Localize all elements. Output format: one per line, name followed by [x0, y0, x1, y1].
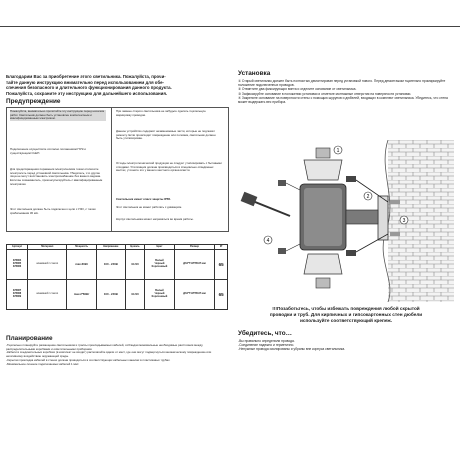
list-item: -Тщательно планируйте размещение светильников и трассы прокладываемых кабелей, соблюдая минимальные необходимые расстояния между распределительными коробками и осветительными приборами.: [6, 343, 203, 351]
spec-cell-colors: [145, 279, 175, 309]
intro-line: тайте данную инструкцию внимательно перед использованием для обе-: [6, 79, 165, 85]
screw-icon: [346, 176, 356, 182]
ensure-list: [238, 339, 454, 352]
spec-cell-power: max.2*60Вт: [67, 279, 96, 309]
spec-cell-voltage: 100 - 240В: [96, 249, 125, 279]
wall-surface: [388, 140, 454, 302]
callout-label: 2: [366, 194, 370, 200]
intro-text: [6, 74, 230, 96]
warning-paragraph: Корпус светильника может нагреваться во время работы.: [116, 217, 194, 221]
installation-step: ③ Зафиксируйте основание в положении установки и отметьте монтажные отверстия на поверхности установки.: [238, 91, 412, 96]
spec-cell-power: max.60Вт: [67, 249, 96, 279]
dowel-icon: [390, 232, 400, 236]
spec-cell-colors: [145, 249, 175, 279]
warning-paragraph: Подключение осуществите согласно положениям ПУЭ и существующим СНиП.: [10, 147, 86, 155]
warning-right-box: [112, 107, 229, 232]
installation-title: Установка: [238, 70, 271, 77]
spec-header: Артикул: [7, 245, 28, 250]
warning-paragraph: Отходы электротехнической продукции не следует утилизировать с бытовыми отходами. Утилизация должна производиться в специально отведённых местах, уточните это у вашего местного органа власти.: [116, 161, 222, 173]
spec-header: Размер: [174, 245, 214, 250]
list-item: -Ненужные провода изолированы и убраны вне корпуса светильника.: [238, 347, 346, 352]
dowel-icon: [390, 200, 400, 204]
list-item: -Скрытая прокладка кабелей в стенах должна проводиться в соответствующих кабельных каналах в пластиковых трубах.: [6, 357, 171, 362]
color-name: Белый: [155, 259, 164, 263]
article-number: 378088: [12, 291, 22, 295]
part-icon: [278, 248, 286, 254]
bulb-icon: [316, 278, 330, 288]
part-icon: [278, 180, 286, 186]
color-name: Черный: [154, 261, 165, 265]
notice-line: проводки и труб. Для кирпичных и гипсокартонных стен дюбели: [269, 312, 423, 318]
intro-line: Благодарим Вас за приобретение этого светильника. Пожалуйста, прочи-: [6, 74, 166, 79]
spec-header: Цвет: [145, 245, 175, 250]
warning-paragraph: Пожалуйста, внимательно прочитайте эту инструкцию перед началом работ. Светильник должен быть установлен компетентным и квалифицированным электриком.: [10, 109, 105, 121]
spec-cell-size: Д64*Т115*В165 мм: [174, 279, 214, 309]
list-item: -Вы правильно определили провода.: [238, 339, 295, 343]
callout-label: 3: [402, 218, 406, 224]
color-name: Коричневый: [151, 294, 168, 298]
lamp-arm: [346, 210, 378, 224]
spec-cell-ip: 65: [215, 249, 228, 279]
spec-header: Напряжение: [96, 245, 125, 250]
notice-text: [238, 306, 454, 324]
article-number: 378086: [12, 264, 22, 268]
warning-title: Предупреждение: [6, 98, 61, 105]
notice-line: используйте соответствующий крепеж.: [299, 318, 393, 324]
article-number: 378089: [12, 294, 22, 298]
warning-paragraph: Этот светильник должен быть подключен к цепи с УЗО, с током срабатывания 30 мА.: [10, 207, 96, 215]
spec-header: IP: [215, 245, 228, 250]
installation-step: ② Отвинтите два фиксирующих винта и отделите основание от светильника.: [238, 87, 357, 92]
color-name: Черный: [154, 291, 165, 295]
list-item: -Минимальное сечение подключаемых кабелей 1 мм².: [6, 361, 80, 366]
table-row: [7, 279, 228, 309]
planning-title: Планирование: [6, 335, 53, 342]
warning-paragraph: Для предотвращения поражения электрическим током отключите электросеть перед установкой светильника. Убедитесь, что другие лица не могут восстановить электроснабжение без вашего ведома. Если вы сомневаетесь, проконсультируйтесь с квалифицированным электриком.: [10, 167, 103, 186]
callout-label: 4: [266, 238, 270, 244]
spec-table: [6, 244, 228, 310]
list-item: -Кабели в соединительных коробках (в комплект не входит) располагайте вдали от мест, где они могут подвергнуться механическому повреждению или негативному воздействию окружающей среды.: [6, 350, 212, 359]
spec-header: Цоколь: [125, 245, 144, 250]
spec-header: Мощность: [67, 245, 96, 250]
spec-cell-voltage: 100 - 240В: [96, 279, 125, 309]
screw-line: [356, 180, 388, 202]
ensure-title: Убедитесь, что…: [238, 330, 292, 337]
notice-line: !!!Позаботьтесь, чтобы избежать повреждения любой скрытой: [272, 306, 420, 311]
spec-cell-socket: GU10: [125, 279, 144, 309]
installation-steps: [238, 79, 454, 104]
installation-step: ① Старый светильник должен быть полностью демонтирован перед установкой нового. Перед демонтажом тщательно промаркируйте положение подключенных проводов.: [238, 79, 446, 88]
spec-cell-material: алюминий / стекло: [28, 249, 67, 279]
intro-line: Пожалуйста, сохраните эту инструкцию для дальнейшего использования.: [6, 90, 168, 96]
color-name: Белый: [155, 289, 164, 293]
spec-header: Материал: [28, 245, 67, 250]
spec-cell-ip: 65: [215, 279, 228, 309]
article-number: 378084: [12, 259, 22, 263]
glass-top: [304, 160, 342, 180]
spec-cell-articles: [7, 249, 28, 279]
assembly-line: [286, 183, 300, 190]
bulb-icon: [316, 148, 330, 158]
spec-cell-size: Д64*Т115*В165 мм: [174, 249, 214, 279]
spec-cell-socket: GU10: [125, 249, 144, 279]
warning-paragraph: Светильник имеет класс защиты IP65.: [116, 197, 171, 201]
spec-cell-material: алюминий / стекло: [28, 279, 67, 309]
color-name: Коричневый: [151, 264, 168, 268]
article-number: 378085: [12, 261, 22, 265]
warning-paragraph: Данное устройство содержит незаменяемые части, которые не подлежат ремонту. Если происходит повреждение или поломка, светильник должен быть утилизирован.: [116, 129, 216, 141]
callout-label: 1: [336, 148, 340, 154]
intro-line: спечения безопасного и длительного функционирования данного продукта.: [6, 85, 172, 91]
mounting-plate: [378, 196, 388, 240]
planning-list: [6, 344, 228, 366]
lamp-body-highlight: [304, 188, 342, 246]
screwdriver-icon: [250, 200, 290, 216]
assembly-line: [286, 244, 300, 251]
spec-cell-articles: [7, 279, 28, 309]
header-rule: [0, 26, 460, 27]
installation-step: ④ Закрепите основание на поверхности стены с помощью шурупов и дюбелей, входящих в комплект светильника. Убедитесь, что стена может выдержать вес прибора.: [238, 95, 448, 105]
warning-paragraph: При замене старого светильника не забудьте сделать тщательную маркировку проводов.: [116, 109, 206, 117]
mounting-diagram: [238, 140, 454, 302]
warning-paragraph: Этот светильник не может работать с диммером.: [116, 205, 183, 209]
article-number: 378087: [12, 289, 22, 293]
screw-icon: [346, 250, 356, 256]
warning-left-box: [6, 107, 112, 232]
table-row: [7, 249, 228, 279]
screwdriver-handle-icon: [241, 192, 258, 207]
glass-bottom: [304, 254, 342, 274]
list-item: -Соединение надежно и герметично.: [238, 343, 295, 348]
